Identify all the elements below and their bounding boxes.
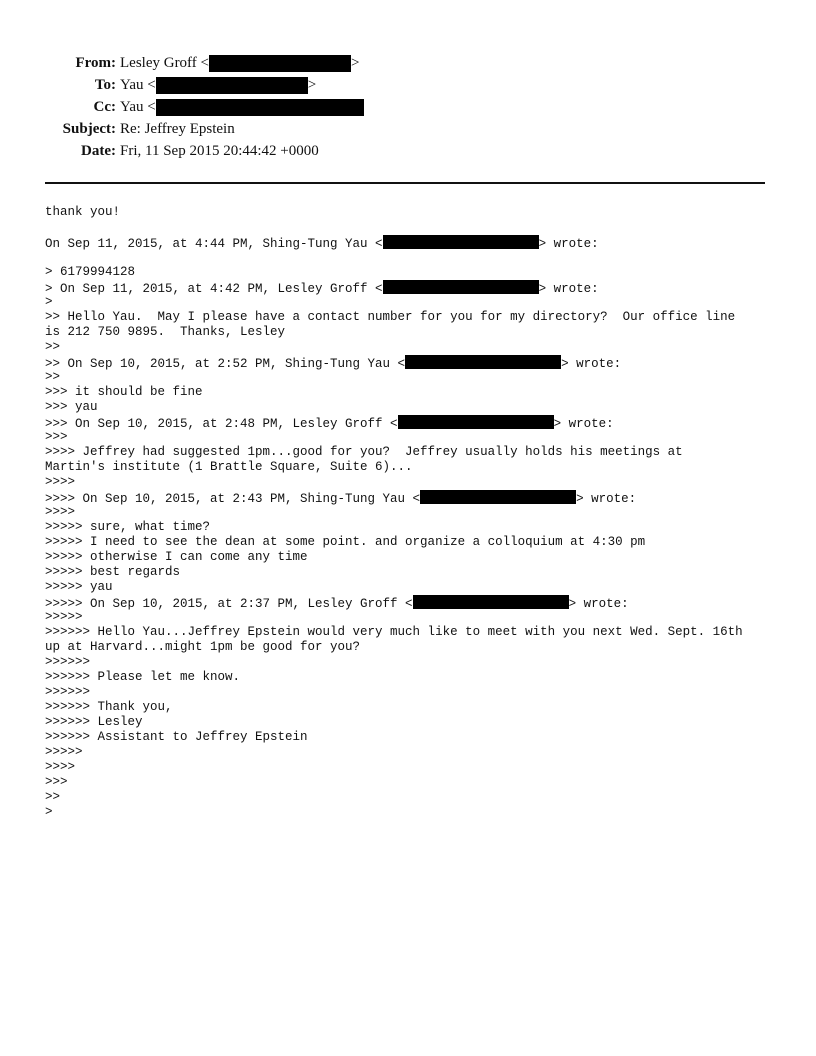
date-row [0, 140, 816, 162]
date-label: Date: [81, 143, 116, 159]
body-line [45, 595, 785, 610]
body-line [45, 655, 785, 670]
body-line [45, 430, 785, 445]
line-text: >>> On Sep 10, 2015, at 2:48 PM, Lesley Groff < [45, 417, 398, 431]
line-text: >>>>> On Sep 10, 2015, at 2:37 PM, Lesley Groff < [45, 597, 413, 611]
line-text: >> [45, 340, 61, 354]
from-name: Lesley Groff < [120, 55, 209, 71]
body-line [45, 460, 785, 475]
redaction-bar [156, 99, 364, 116]
body-line [45, 415, 785, 430]
body-line [45, 310, 785, 325]
redaction-bar [420, 490, 576, 504]
line-text: >>>>>> Assistant to Jeffrey Epstein [45, 730, 308, 744]
line-text: >>>> Jeffrey had suggested 1pm...good for you? Jeffrey usually holds his meetings at [45, 445, 683, 459]
body-line [45, 220, 785, 235]
body-line [45, 505, 785, 520]
body-line [45, 445, 785, 460]
to-row [0, 74, 816, 96]
body-line [45, 340, 785, 355]
body-line [45, 205, 785, 220]
cc-label: Cc: [93, 99, 116, 115]
body-line [45, 745, 785, 760]
redaction-bar [405, 355, 561, 369]
body-line [45, 775, 785, 790]
line-text: >> [45, 790, 61, 804]
from-row [0, 52, 816, 74]
body-line [45, 565, 785, 580]
line-text: >>>>> sure, what time? [45, 520, 211, 534]
body-line [45, 520, 785, 535]
line-text: >>>> On Sep 10, 2015, at 2:43 PM, Shing-Tung Yau < [45, 492, 421, 506]
line-text: >> Hello Yau. May I please have a contact number for you for my directory? Our office line [45, 310, 736, 324]
body-line [45, 475, 785, 490]
to-label: To: [94, 77, 116, 93]
line-text: >>>>>> Hello Yau...Jeffrey Epstein would very much like to meet with you next Wed. Sept. 16th [45, 625, 743, 639]
line-text: >>>>> I need to see the dean at some point. and organize a colloquium at 4:30 pm [45, 535, 646, 549]
line-text: >>> yau [45, 400, 98, 414]
redaction-bar [398, 415, 554, 429]
body-line [45, 670, 785, 685]
line-text: >>>>> best regards [45, 565, 181, 579]
line-text: >>>>>> Thank you, [45, 700, 173, 714]
line-text: up at Harvard...might 1pm be good for you? [45, 640, 361, 654]
email-body [45, 205, 785, 820]
body-line [45, 295, 785, 310]
line-text: >>>>> [45, 745, 83, 759]
body-line [45, 685, 785, 700]
body-line [45, 550, 785, 565]
line-text: >>>>>> [45, 685, 91, 699]
line-text: > [45, 295, 53, 309]
line-text-after: > wrote: [561, 357, 622, 371]
body-line [45, 385, 785, 400]
to-value [120, 74, 316, 96]
line-text: On Sep 11, 2015, at 4:44 PM, Shing-Tung Yau < [45, 237, 383, 251]
body-line [45, 235, 785, 250]
body-line [45, 325, 785, 340]
cc-row [0, 96, 816, 118]
body-line [45, 370, 785, 385]
line-text: >>>> [45, 475, 76, 489]
to-name: Yau < [120, 77, 156, 93]
line-text: >>>>>> Lesley [45, 715, 143, 729]
subject-row [0, 118, 816, 140]
subject-value: Re: Jeffrey Epstein [120, 121, 235, 137]
line-text: >> [45, 370, 61, 384]
body-line [45, 715, 785, 730]
redaction-bar [383, 235, 539, 249]
body-line [45, 400, 785, 415]
line-text: >>>> [45, 760, 76, 774]
body-line [45, 805, 785, 820]
subject-label: Subject: [62, 121, 116, 137]
line-text: >>>>> yau [45, 580, 113, 594]
line-text: > [45, 805, 53, 819]
body-line [45, 700, 785, 715]
line-text: >>>>> [45, 610, 83, 624]
from-close: > [351, 55, 360, 71]
cc-value [120, 96, 364, 118]
body-line [45, 280, 785, 295]
body-line [45, 760, 785, 775]
line-text: >>> [45, 775, 68, 789]
line-text: >>> [45, 430, 68, 444]
line-text: > 6179994128 [45, 265, 136, 279]
body-line [45, 250, 785, 265]
body-line [45, 610, 785, 625]
redaction-bar [156, 77, 308, 94]
date-value: Fri, 11 Sep 2015 20:44:42 +0000 [120, 143, 319, 159]
line-text: >>>> [45, 505, 76, 519]
from-value [120, 52, 359, 74]
body-line [45, 730, 785, 745]
line-text-after: > wrote: [576, 492, 637, 506]
body-line [45, 625, 785, 640]
line-text: >>>>> otherwise I can come any time [45, 550, 308, 564]
redaction-bar [413, 595, 569, 609]
body-line [45, 355, 785, 370]
body-line [45, 640, 785, 655]
line-text-after: > wrote: [553, 417, 614, 431]
body-line [45, 580, 785, 595]
to-close: > [307, 77, 317, 93]
redaction-bar [383, 280, 539, 294]
line-text: >>>>>> Please let me know. [45, 670, 241, 684]
from-label: From: [75, 55, 116, 71]
cc-name: Yau < [120, 99, 156, 115]
line-text: >>>>>> [45, 655, 91, 669]
line-text: is 212 750 9895. Thanks, Lesley [45, 325, 286, 339]
line-text: >>> it should be fine [45, 385, 203, 399]
line-text-after: > wrote: [538, 237, 599, 251]
body-line [45, 265, 785, 280]
line-text-after: > wrote: [538, 282, 599, 296]
redaction-bar [209, 55, 351, 72]
line-text-after: > wrote: [568, 597, 629, 611]
header-divider [45, 182, 765, 184]
email-header [0, 52, 816, 162]
line-text: >> On Sep 10, 2015, at 2:52 PM, Shing-Tung Yau < [45, 357, 406, 371]
body-line [45, 790, 785, 805]
line-text: > On Sep 11, 2015, at 4:42 PM, Lesley Groff < [45, 282, 383, 296]
line-text: Martin's institute (1 Brattle Square, Suite 6)... [45, 460, 413, 474]
body-line [45, 490, 785, 505]
body-line [45, 535, 785, 550]
line-text: thank you! [45, 205, 121, 219]
